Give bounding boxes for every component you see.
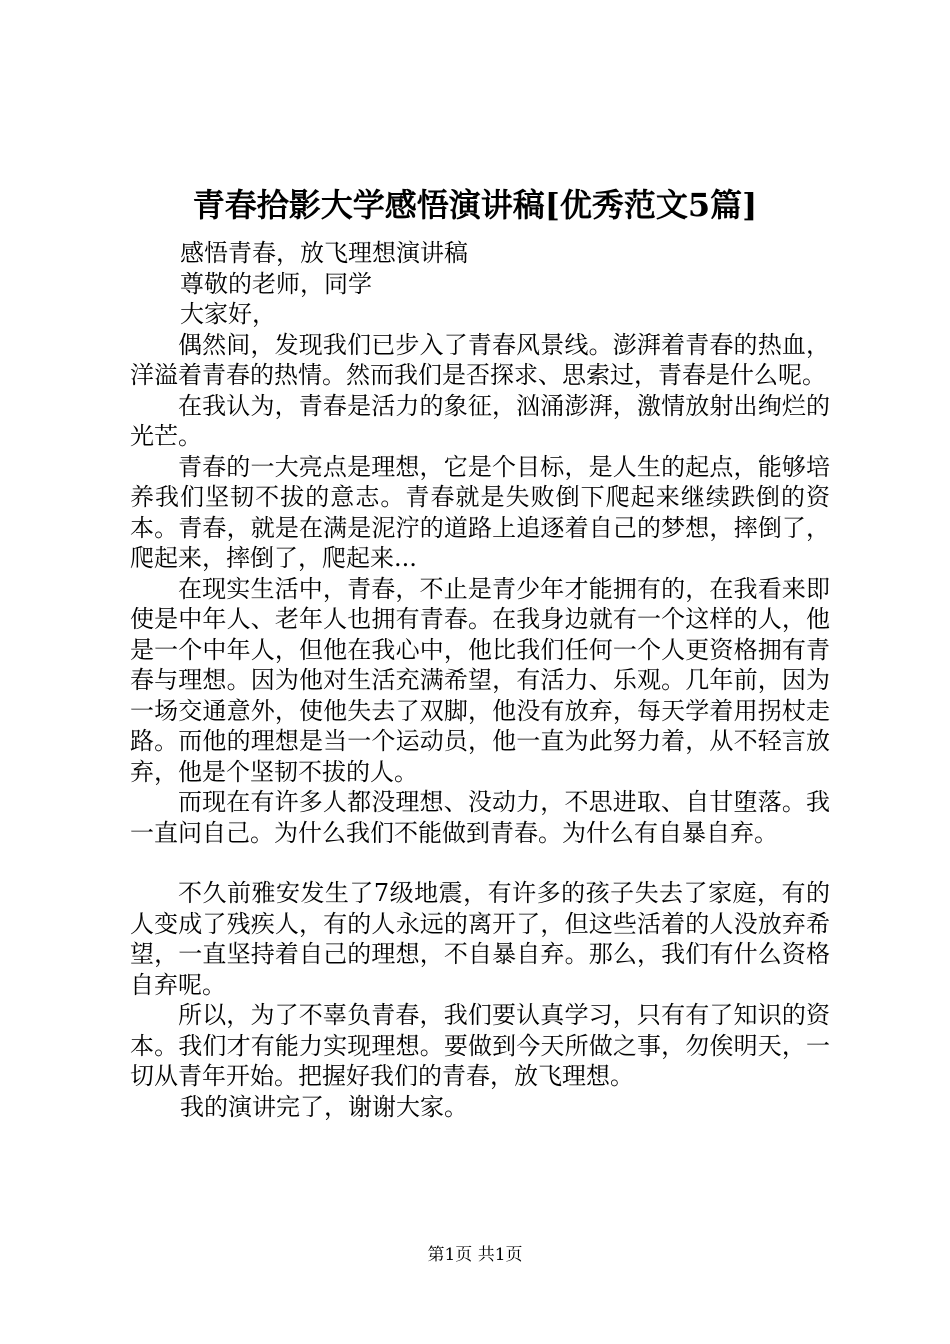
paragraph: 不久前雅安发生了7级地震，有许多的孩子失去了家庭，有的人变成了残疾人，有的人永远的离开了，但这些活着的人没放弃希望，一直坚持着自己的理想，不自暴自弃。那么，我们有什么资格自弃呢。 <box>130 879 830 999</box>
paragraph-greeting: 大家好， <box>180 300 276 328</box>
paragraph: 在我认为，青春是活力的象征，汹涌澎湃，激情放射出绚烂的光芒。 <box>130 391 830 450</box>
paragraph: 在现实生活中，青春，不止是青少年才能拥有的，在我看来即使是中年人、老年人也拥有青春。在我身边就有一个这样的人，他是一个中年人，但他在我心中，他比我们任何一个人更资格拥有青春与理想。因为他对生活充满希望，有活力、乐观。几年前，因为一场交通意外，使他失去了双脚，他没有放弃，每天学着用拐杖走路。而他的理想是当一个运动员，他一直为此努力着，从不轻言放弃，他是个坚韧不拔的人。 <box>130 574 830 786</box>
paragraph: 所以，为了不辜负青春，我们要认真学习，只有有了知识的资本。我们才有能力实现理想。要做到今天所做之事，勿俟明天，一切从青年开始。把握好我们的青春，放飞理想。 <box>130 1001 830 1090</box>
page-footer: 第1页 共1页 <box>427 1245 523 1265</box>
paragraph: 而现在有许多人都没理想、没动力，不思进取、自甘堕落。我一直问自己。为什么我们不能做到青春。为什么有自暴自弃。 <box>130 788 830 847</box>
document-title: 青春拾影大学感悟演讲稿[优秀范文5篇] <box>192 186 758 224</box>
paragraph-speech-title: 感悟青春，放飞理想演讲稿 <box>180 239 468 267</box>
paragraph: 青春的一大亮点是理想，它是个目标，是人生的起点，能够培养我们坚韧不拔的意志。青春就是失败倒下爬起来继续跌倒的资本。青春，就是在满是泥泞的道路上追逐着自己的梦想，摔倒了，爬起来，摔倒了，爬起来... <box>130 452 830 572</box>
paragraph-closing: 我的演讲完了，谢谢大家。 <box>180 1092 468 1121</box>
paragraph: 偶然间，发现我们已步入了青春风景线。澎湃着青春的热血，洋溢着青春的热情。然而我们是否探求、思索过，青春是什么呢。 <box>130 330 830 389</box>
paragraph-salutation: 尊敬的老师，同学 <box>180 269 372 298</box>
blank-line <box>130 848 830 878</box>
document-body <box>130 238 830 1122</box>
